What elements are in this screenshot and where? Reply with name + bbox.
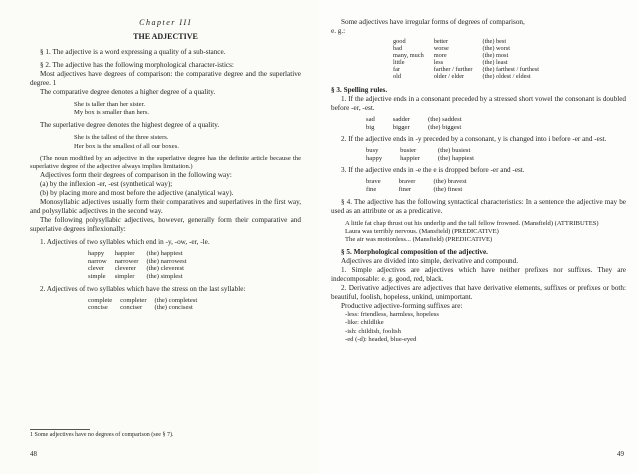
table-cell: older / elder (433, 73, 465, 80)
table-cell: cleverer (114, 265, 136, 273)
paragraph: Productive adjective-forming suffixes are: (341, 302, 463, 311)
suffix-item: -like: childlike (345, 319, 384, 327)
table-cell: (the) least (482, 59, 508, 66)
table-cell: simple (88, 273, 106, 280)
table-cell: (the) simplest (146, 273, 183, 280)
table-cell: (the) cleverest (146, 265, 185, 273)
table-cell: (the) saddest (428, 116, 462, 123)
table-cell: (the) busiest (437, 147, 471, 155)
paragraph: 1. If the adjective ends in a consonant preceded by a stressed short vowel the consonant is doubled before -er, -est. (331, 95, 626, 112)
paragraph: Some adjectives have irregular forms of degrees of comparison, (341, 18, 525, 26)
spelling-table (366, 147, 492, 162)
table-row (88, 250, 195, 258)
paragraph: 2. If the adjective ends in -y preceded by a consonant, y is changed into i before -er and -est. (341, 135, 607, 144)
table-cell: busy (366, 147, 379, 155)
paragraph: 1. Simple adjectives are adjectives which have neither prefixes nor suffixes. They are indecomposable: e. g. good, red, black. (331, 266, 626, 284)
chapter-heading: Chapter III (139, 18, 192, 27)
page-number: 49 (617, 450, 624, 458)
footnote-rule (30, 429, 90, 430)
table-row (393, 73, 549, 80)
table-row (393, 66, 549, 73)
section-heading: § 3. Spelling rules. (331, 86, 388, 94)
eg-label: e. g.: (331, 27, 346, 35)
table-cell: sadder (392, 116, 411, 123)
paragraph: The following polysyllabic adjectives, however, generally form their comparative and superlative degrees inflexionally: (30, 216, 301, 234)
table-cell: busier (400, 147, 417, 155)
table-cell: bad (393, 45, 403, 52)
table-row (366, 124, 480, 132)
table-cell: (the) worst (482, 45, 510, 52)
table-cell: (the) finest (433, 185, 463, 193)
table-cell: fine (366, 185, 377, 193)
table-cell: worse (433, 45, 449, 52)
table-cell: complete (88, 296, 113, 304)
table-cell: many, much (393, 52, 424, 59)
table-cell: concise (88, 304, 108, 312)
spelling-table (366, 178, 485, 193)
paragraph: (The noun modified by an adjective in the superlative degree has the definite article because the superlative degree of the adjective always implies limitation.) (30, 154, 301, 171)
example: She is taller than her sister. (74, 101, 146, 108)
table-cell: less (433, 59, 444, 66)
table-cell: happier (400, 154, 420, 162)
irregular-comparison-table (393, 38, 549, 80)
table-cell: far (393, 66, 400, 73)
comparison-table (88, 297, 205, 312)
paragraph: Monosyllabic adjectives usually form their comparatives and superlatives in the first way, and polysyllabic adjectives in the second way. (30, 198, 301, 216)
table-cell: (the) happiest (146, 250, 183, 258)
example: Her box is the smallest of all our boxes. (74, 142, 179, 150)
paragraph: 1. Adjectives of two syllables which end in -y, -ow, -er, -le. (40, 238, 210, 247)
example: The air was motionless... (Mansfield) (PREDICATIVE) (345, 235, 493, 243)
table-cell: (the) bravest (433, 178, 467, 186)
table-cell: (the) most (482, 52, 509, 59)
table-cell: big (366, 123, 375, 131)
table-cell: (the) narrowest (146, 257, 187, 265)
table-row (366, 155, 492, 163)
table-cell: sad (366, 116, 375, 123)
table-cell: happier (114, 250, 135, 258)
paragraph: 2. Derivative adjectives are adjectives that have derivative elements, suffixes or prefixes or both: beautiful, foolish, hopeless, unkind, unimportant. (331, 284, 626, 302)
paragraph: The superlative degree denotes the highest degree of a quality. (40, 121, 220, 130)
table-cell: conciser (120, 304, 143, 312)
table-cell: (the) best (482, 38, 507, 45)
paragraph: 2. Adjectives of two syllables which have the stress on the last syllable: (40, 284, 246, 293)
table-cell: little (393, 59, 405, 66)
table-cell: bigger (392, 123, 410, 131)
table-cell: (the) farthest / furthest (482, 66, 540, 73)
table-cell: completer (120, 296, 147, 304)
table-row (88, 304, 205, 312)
paragraph: 3. If the adjective ends in -e the e is dropped before -er and -est. (341, 166, 525, 175)
table-row (393, 45, 549, 52)
table-cell: (the) completest (154, 296, 198, 304)
footnote: 1 Some adjectives have no degrees of comparison (see § 7). (30, 432, 174, 438)
example: My box is smaller than hers. (74, 109, 150, 117)
paragraph: § 2. The adjective has the following morphological character-istics: (40, 61, 234, 69)
table-cell: narrower (114, 257, 139, 265)
table-cell: (the) biggest (428, 123, 462, 131)
example: She is the tallest of the three sisters. (74, 134, 169, 142)
suffix-item: -ed (-d): headed, blue-eyed (345, 335, 417, 343)
page-number: 48 (30, 450, 37, 458)
table-row (393, 52, 549, 59)
table-cell: happy (88, 250, 105, 258)
right-page (319, 0, 638, 474)
suffix-item: -less: friendless, harmless, hopeless (345, 311, 439, 319)
paragraph: § 4. The adjective has the following syntactical characteristics: In a sentence the adjective may be used as an attribute or as a predicative. (331, 197, 626, 215)
table-cell: more (433, 52, 447, 59)
table-cell: good (393, 38, 406, 45)
list-item: (b) by placing more and most before the adjective (analytical way). (40, 189, 234, 198)
table-cell: braver (398, 178, 416, 186)
table-cell: brave (366, 178, 381, 186)
paragraph: Adjectives form their degrees of comparison in the following way: (40, 171, 232, 180)
table-cell: happy (366, 154, 383, 162)
table-cell: farther / further (433, 66, 473, 73)
table-row (366, 147, 492, 155)
table-cell: simpler (114, 273, 135, 280)
table-row (88, 273, 195, 281)
paragraph: Adjectives are divided into simple, derivative and compound. (341, 257, 519, 266)
suffix-item: -ish: childish, foolish (345, 327, 401, 335)
table-cell: finer (398, 185, 412, 193)
table-row (366, 186, 485, 194)
paragraph: Most adjectives have degrees of comparison: the comparative degree and the superlative degree. 1 (30, 70, 301, 87)
example: A little fat chap thrust out his underlip and the tall fellow frowned. (Mansfield) (ATTRIBUTES) (345, 219, 599, 227)
paragraph: § 1. The adjective is a word expressing a quality of a sub-stance. (40, 48, 226, 56)
example: Laura was terribly nervous. (Mansfield) (PREDICATIVE) (345, 227, 499, 235)
table-row (393, 38, 549, 45)
table-cell: narrow (88, 257, 107, 265)
table-row (88, 297, 205, 305)
list-item: (a) by the inflexion -er, -est (synthetical way); (40, 180, 173, 189)
paragraph: The comparative degree denotes a higher degree of a quality. (40, 88, 216, 96)
table-cell: old (393, 73, 402, 80)
table-row (366, 178, 485, 186)
table-cell: (the) happiest (437, 154, 474, 162)
table-row (88, 258, 195, 266)
table-cell: (the) concisest (154, 304, 193, 312)
table-cell: (the) oldest / eldest (482, 73, 531, 80)
table-row (88, 265, 195, 273)
chapter-title: THE ADJECTIVE (133, 32, 198, 41)
table-cell: clever (88, 265, 105, 273)
table-row (393, 59, 549, 66)
section-heading: § 5. Morphological composition of the adjective. (341, 248, 488, 257)
spelling-table (366, 116, 480, 131)
table-cell: better (433, 38, 449, 45)
table-row (366, 116, 480, 124)
comparison-table (88, 250, 195, 280)
